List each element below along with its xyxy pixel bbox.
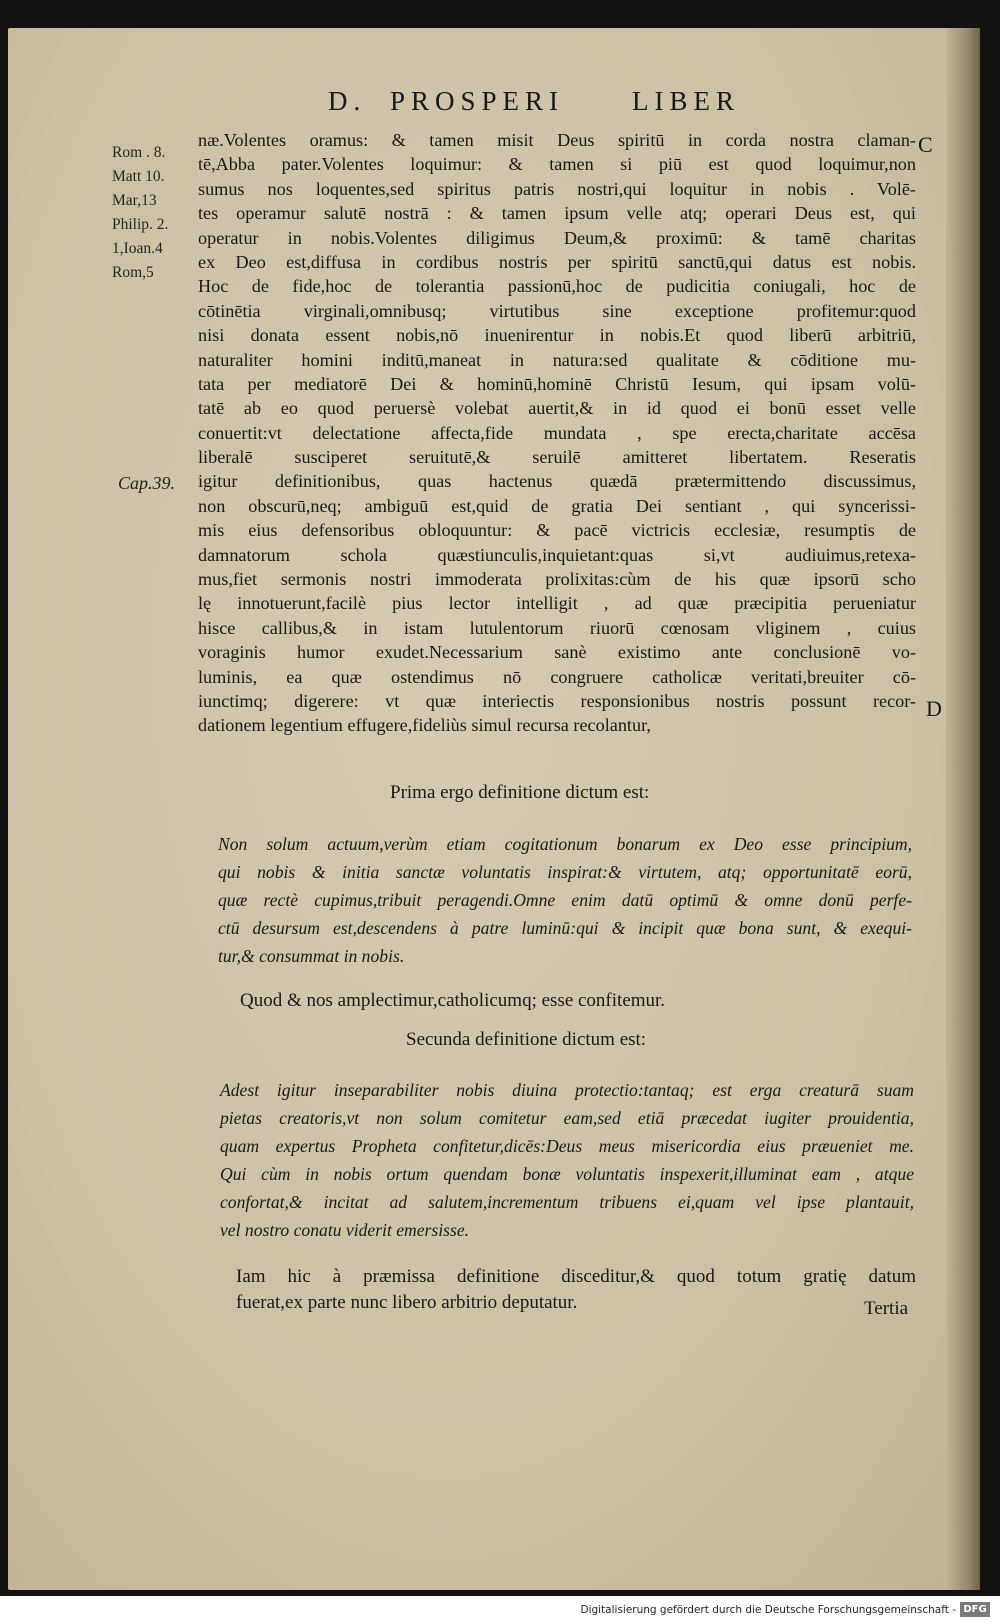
text-line: non obscurū,neq; ambiguū est,quid de gratia Dei sentiant , qui syncerissi- bbox=[198, 495, 916, 516]
margin-note: Mar,13 bbox=[112, 192, 157, 209]
quote-line: Qui cùm in nobis ortum quendam bonæ voluntatis inspexerit,illuminat eam , atque bbox=[220, 1164, 914, 1184]
margin-references bbox=[112, 141, 200, 285]
text-line: ex Deo est,diffusa in cordibus nostris per spiritū sanctū,qui datus est nobis. bbox=[198, 251, 916, 272]
text-line: naturaliter homini inditū,maneat in natura:sed qualitate & cōditione mu- bbox=[198, 349, 916, 370]
text-line: tes operamur salutē nostrā : & tamen ipsum velle atq; operari Deus est, qui bbox=[198, 203, 916, 224]
book-page-scan bbox=[8, 28, 980, 1590]
margin-note: 1,Ioan.4 bbox=[112, 240, 163, 257]
first-definition-quote bbox=[218, 830, 912, 970]
running-head-word: LIBER bbox=[632, 86, 740, 116]
margin-note: Matt 10. bbox=[112, 168, 165, 185]
text-line: tē,Abba pater.Volentes loquimur: & tamen si piū est quod loquimur,non bbox=[198, 154, 916, 175]
dfg-logo: DFG bbox=[960, 1602, 990, 1617]
quote-line: qui nobis & initia sanctæ voluntatis inspirat:& virtutem, atq; opportunitatē eorū, bbox=[218, 862, 912, 882]
main-text-block bbox=[198, 128, 916, 738]
quote-line: quæ rectè cupimus,tribuit peragendi.Omne enim datū optimū & omne donū perfe- bbox=[218, 890, 912, 910]
text-line: igitur definitionibus, quas hactenus quædā prætermittendo discussimus, bbox=[198, 471, 916, 492]
text-line: lę innotuerunt,facilè pius lector intelligit , ad quæ præcipitia perueniatur bbox=[198, 593, 916, 614]
text-line: Iam hic à præmissa definitione disceditur,& quod totum gratię datum bbox=[236, 1266, 916, 1287]
text-line: Hoc de fide,hoc de tolerantia passionū,hoc de pudicitia coniugali, hoc de bbox=[198, 276, 916, 297]
text-line: liberalē susciperet seruitutē,& seruilē amitteret libertatem. Reseratis bbox=[198, 447, 916, 468]
running-head bbox=[328, 86, 768, 126]
text-line: damnatorum schola quæstiunculis,inquietant:quas si,vt audiuimus,retexa- bbox=[198, 544, 916, 565]
quote-line: Non solum actuum,verùm etiam cogitationum bonarum ex Deo esse principium, bbox=[218, 834, 912, 854]
quote-line: ctū desursum est,descendens à patre luminū:qui & incipit quæ bona sunt, & exequi- bbox=[218, 918, 912, 938]
chapter-note: Cap.39. bbox=[118, 473, 176, 493]
quote-line: confortat,& incitat ad salutem,incrementum tribuens ei,quam vel ipse plantauit, bbox=[220, 1192, 914, 1212]
text-line: fuerat,ex parte nunc libero arbitrio deputatur. bbox=[236, 1292, 578, 1313]
text-line: cōtinētia virginali,omnibusq; virtutibus sine exceptione profitemur:quod bbox=[198, 300, 916, 321]
first-definition-heading: Prima ergo definitione dictum est: bbox=[390, 782, 650, 803]
second-definition-quote bbox=[220, 1076, 914, 1244]
closing-paragraph bbox=[236, 1264, 916, 1316]
funding-credit: Digitalisierung gefördert durch die Deutsche Forschungsgemeinschaft - bbox=[580, 1604, 956, 1616]
running-head-word: D. bbox=[328, 86, 367, 116]
signature-mark-d: D bbox=[926, 696, 942, 721]
text-line: sumus nos loquentes,sed spiritus patris nostri,qui loquitur in nobis . Volē- bbox=[198, 178, 916, 199]
quote-line: vel nostro conatu viderit emersisse. bbox=[220, 1220, 470, 1240]
margin-note: Rom,5 bbox=[112, 264, 154, 281]
text-line: tatē ab eo quod peruersè volebat auertit,& in id quod ei bonū esset velle bbox=[198, 398, 916, 419]
running-head-word: PROSPERI bbox=[390, 86, 565, 116]
quote-line: pietas creatoris,vt non solum comitetur eam,sed etiā præcedat iugiter prouidentia, bbox=[220, 1108, 914, 1128]
quote-line: tur,& consummat in nobis. bbox=[218, 946, 405, 966]
text-line: mus,fiet sermonis nostri immoderata prolixitas:cùm de his quæ ipsorū scho bbox=[198, 569, 916, 590]
quote-line: quam expertus Propheta confitetur,dicēs:Deus meus misericordia eius præueniet me. bbox=[220, 1136, 914, 1156]
text-line: voraginis humor exudet.Necessarium sanè existimo ante conclusionē vo- bbox=[198, 642, 916, 663]
text-line: næ.Volentes oramus: & tamen misit Deus spiritū in corda nostra claman- bbox=[198, 130, 916, 150]
text-line: iunctimq; digerere: vt quæ interiectis responsionibus nostris possunt recor- bbox=[198, 690, 916, 711]
text-line: mis eius defensoribus obloquuntur: & pacē victricis ecclesiæ, resumptis de bbox=[198, 520, 916, 541]
confession-line: Quod & nos amplectimur,catholicumq; esse confitemur. bbox=[240, 990, 666, 1011]
signature-mark-c: C bbox=[918, 132, 933, 157]
text-line: tata per mediatorē Dei & hominū,hominē Christū Iesum, qui ipsam volū- bbox=[198, 373, 916, 394]
text-line: luminis, ea quæ ostendimus nō congruere catholicæ veritati,breuiter cō- bbox=[198, 666, 916, 687]
margin-note: Philip. 2. bbox=[112, 216, 169, 233]
margin-note: Rom . 8. bbox=[112, 144, 166, 161]
text-line: conuertit:vt delectatione affecta,fide mundata , spe erecta,charitate accēsa bbox=[198, 422, 916, 443]
quote-line: Adest igitur inseparabiliter nobis diuina protectio:tantaq; est erga creaturā suam bbox=[220, 1080, 914, 1100]
digitization-footer bbox=[0, 1596, 1000, 1624]
page-gutter-edge bbox=[946, 28, 980, 1590]
text-line: hisce callibus,& in istam lutulentorum riuorū cœnosam vliginem , cuius bbox=[198, 617, 916, 638]
text-line: nisi donata essent nobis,nō inuenirentur in nobis.Et quod liberū arbitriū, bbox=[198, 325, 916, 346]
text-line: dationem legentium effugere,fideliùs simul recursa recolantur, bbox=[198, 715, 651, 736]
catchword: Tertia bbox=[864, 1298, 909, 1319]
second-definition-heading: Secunda definitione dictum est: bbox=[406, 1029, 647, 1050]
text-line: operatur in nobis.Volentes diligimus Deum,& proximū: & tamē charitas bbox=[198, 227, 916, 248]
